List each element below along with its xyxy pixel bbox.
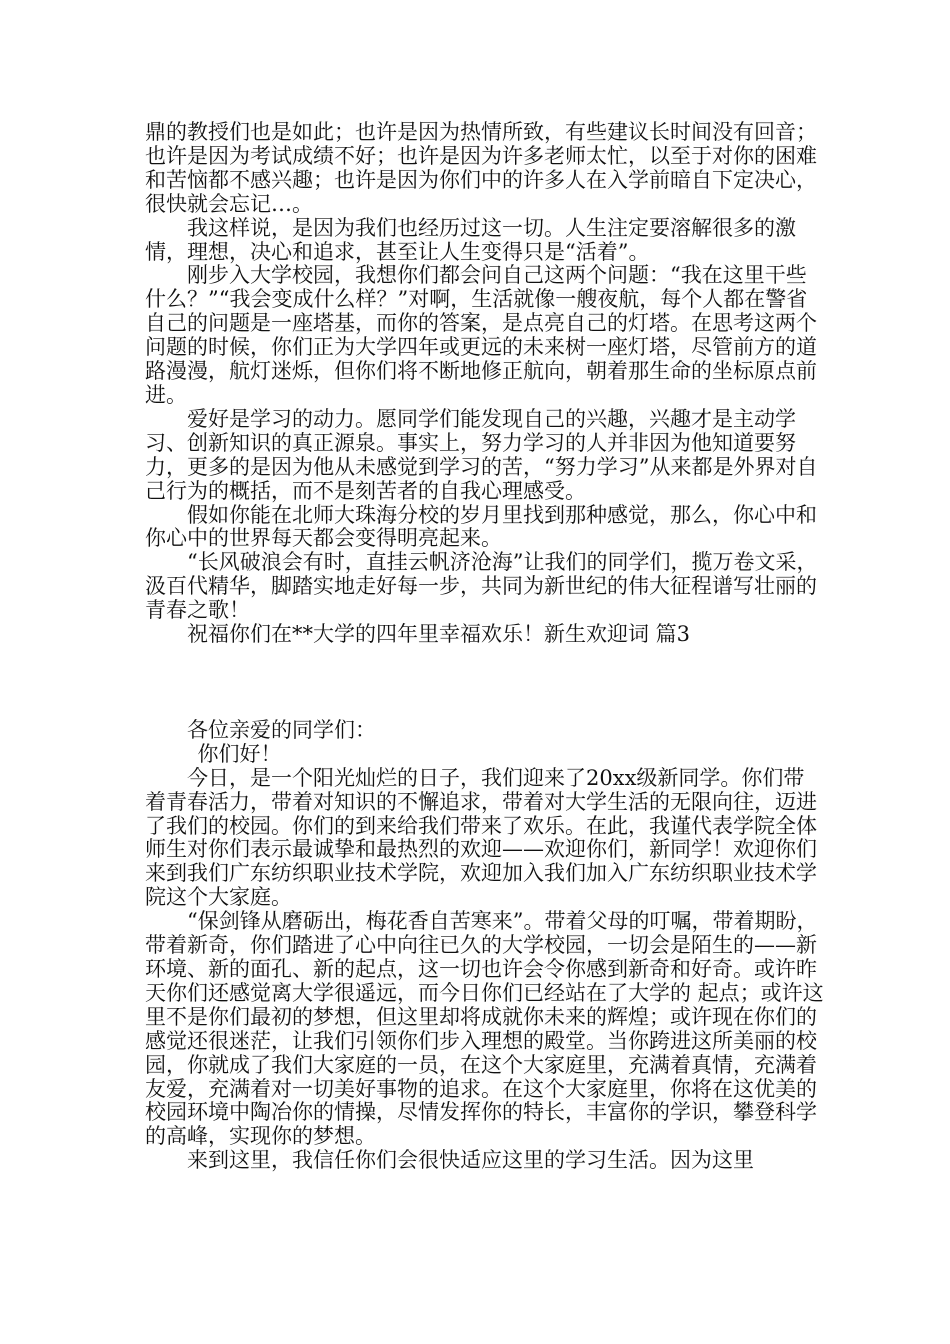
body-paragraph: 鼎的教授们也是如此；也许是因为热情所致，有些建议长时间没有回音；也许是因为考试成绩不好；也许是因为许多老师太忙，以至于对你的困难和苦恼都不感兴趣；也许是因为你们中的许多人在入学前暗自下定决心，很快就会忘记…。	[145, 120, 817, 216]
body-paragraph: 假如你能在北师大珠海分校的岁月里找到那种感觉，那么，你心中和你心中的世界每天都会变得明亮起来。	[145, 502, 817, 551]
section-heading: 祝福你们在**大学的四年里幸福欢乐！新生欢迎词 篇3	[187, 622, 691, 647]
body-paragraph: “保剑锋从磨砺出，梅花香自苦寒来”。带着父母的叮嘱，带着期盼，带着新奇，你们踏进了心中向往已久的大学校园，一切会是陌生的——新环境、新的面孔、新的起点，这一切也许会令你感到新奇和好奇。或许昨天你们还感觉离大学很遥远，而今日你们已经站在了大学的 起点；或许这里不是你们最初的梦想，但这里却将成就你未来的辉煌；或许现在你们的感觉还很迷茫，让我们引领你们步入理想的殿堂。当你跨进这所美丽的校园，你就成了我们大家庭的一员，在这个大家庭里，充满着真情，充满着友爱，充满着对一切美好事物的追求。在这个大家庭里，你将在这优美的校园环境中陶冶你的情操，尽情发挥你的特长，丰富你的学识，攀登科学的高峰，实现你的梦想。	[145, 909, 824, 1149]
body-paragraph: 爱好是学习的动力。愿同学们能发现自己的兴趣，兴趣才是主动学习、创新知识的真正源泉。事实上，努力学习的人并非因为他知道要努力，更多的是因为他从未感觉到学习的苦，“努力学习”从来都是外界对自己行为的概括，而不是刻苦者的自我心理感受。	[145, 406, 818, 503]
greeting: 你们好！	[197, 741, 282, 766]
section-spacer	[145, 647, 825, 719]
document-body	[145, 121, 825, 1173]
body-paragraph: “长风破浪会有时，直挂云帆济沧海”让我们的同学们，揽万卷文采，汲百代精华，脚踏实地走好每一步，共同为新世纪的伟大征程谱写壮丽的青春之歌！	[145, 550, 818, 623]
body-paragraph: 刚步入大学校园，我想你们都会问自己这两个问题：“我在这里干些什么？”“我会变成什么样？”对啊，生活就像一艘夜航，每个人都在警省自己的问题是一座塔基，而你的答案，是点亮自己的灯塔。在思考这两个问题的时候，你们正为大学四年或更远的未来树一座灯塔，尽管前方的道路漫漫，航灯迷烁，但你们将不断地修正航向，朝着那生命的坐标原点前进。	[145, 263, 817, 407]
salutation: 各位亲爱的同学们：	[187, 717, 376, 742]
body-paragraph: 今日，是一个阳光灿烂的日子，我们迎来了20xx级新同学。你们带着青春活力，带着对知识的不懈追求，带着对大学生活的无限向往，迈进了我们的校园。你们的到来给我们带来了欢乐。在此，我谨代表学院全体师生对你们表示最诚挚和最热烈的欢迎——欢迎你们，新同学！欢迎你们来到我们广东纺织职业技术学院，欢迎加入我们加入广东纺织职业技术学院这个大家庭。	[145, 765, 817, 910]
body-paragraph: 我这样说，是因为我们也经历过这一切。人生注定要溶解很多的激情，理想，决心和追求，甚至让人生变得只是“活着”。	[145, 215, 796, 264]
body-paragraph: 来到这里，我信任你们会很快适应这里的学习生活。因为这里	[187, 1148, 754, 1173]
